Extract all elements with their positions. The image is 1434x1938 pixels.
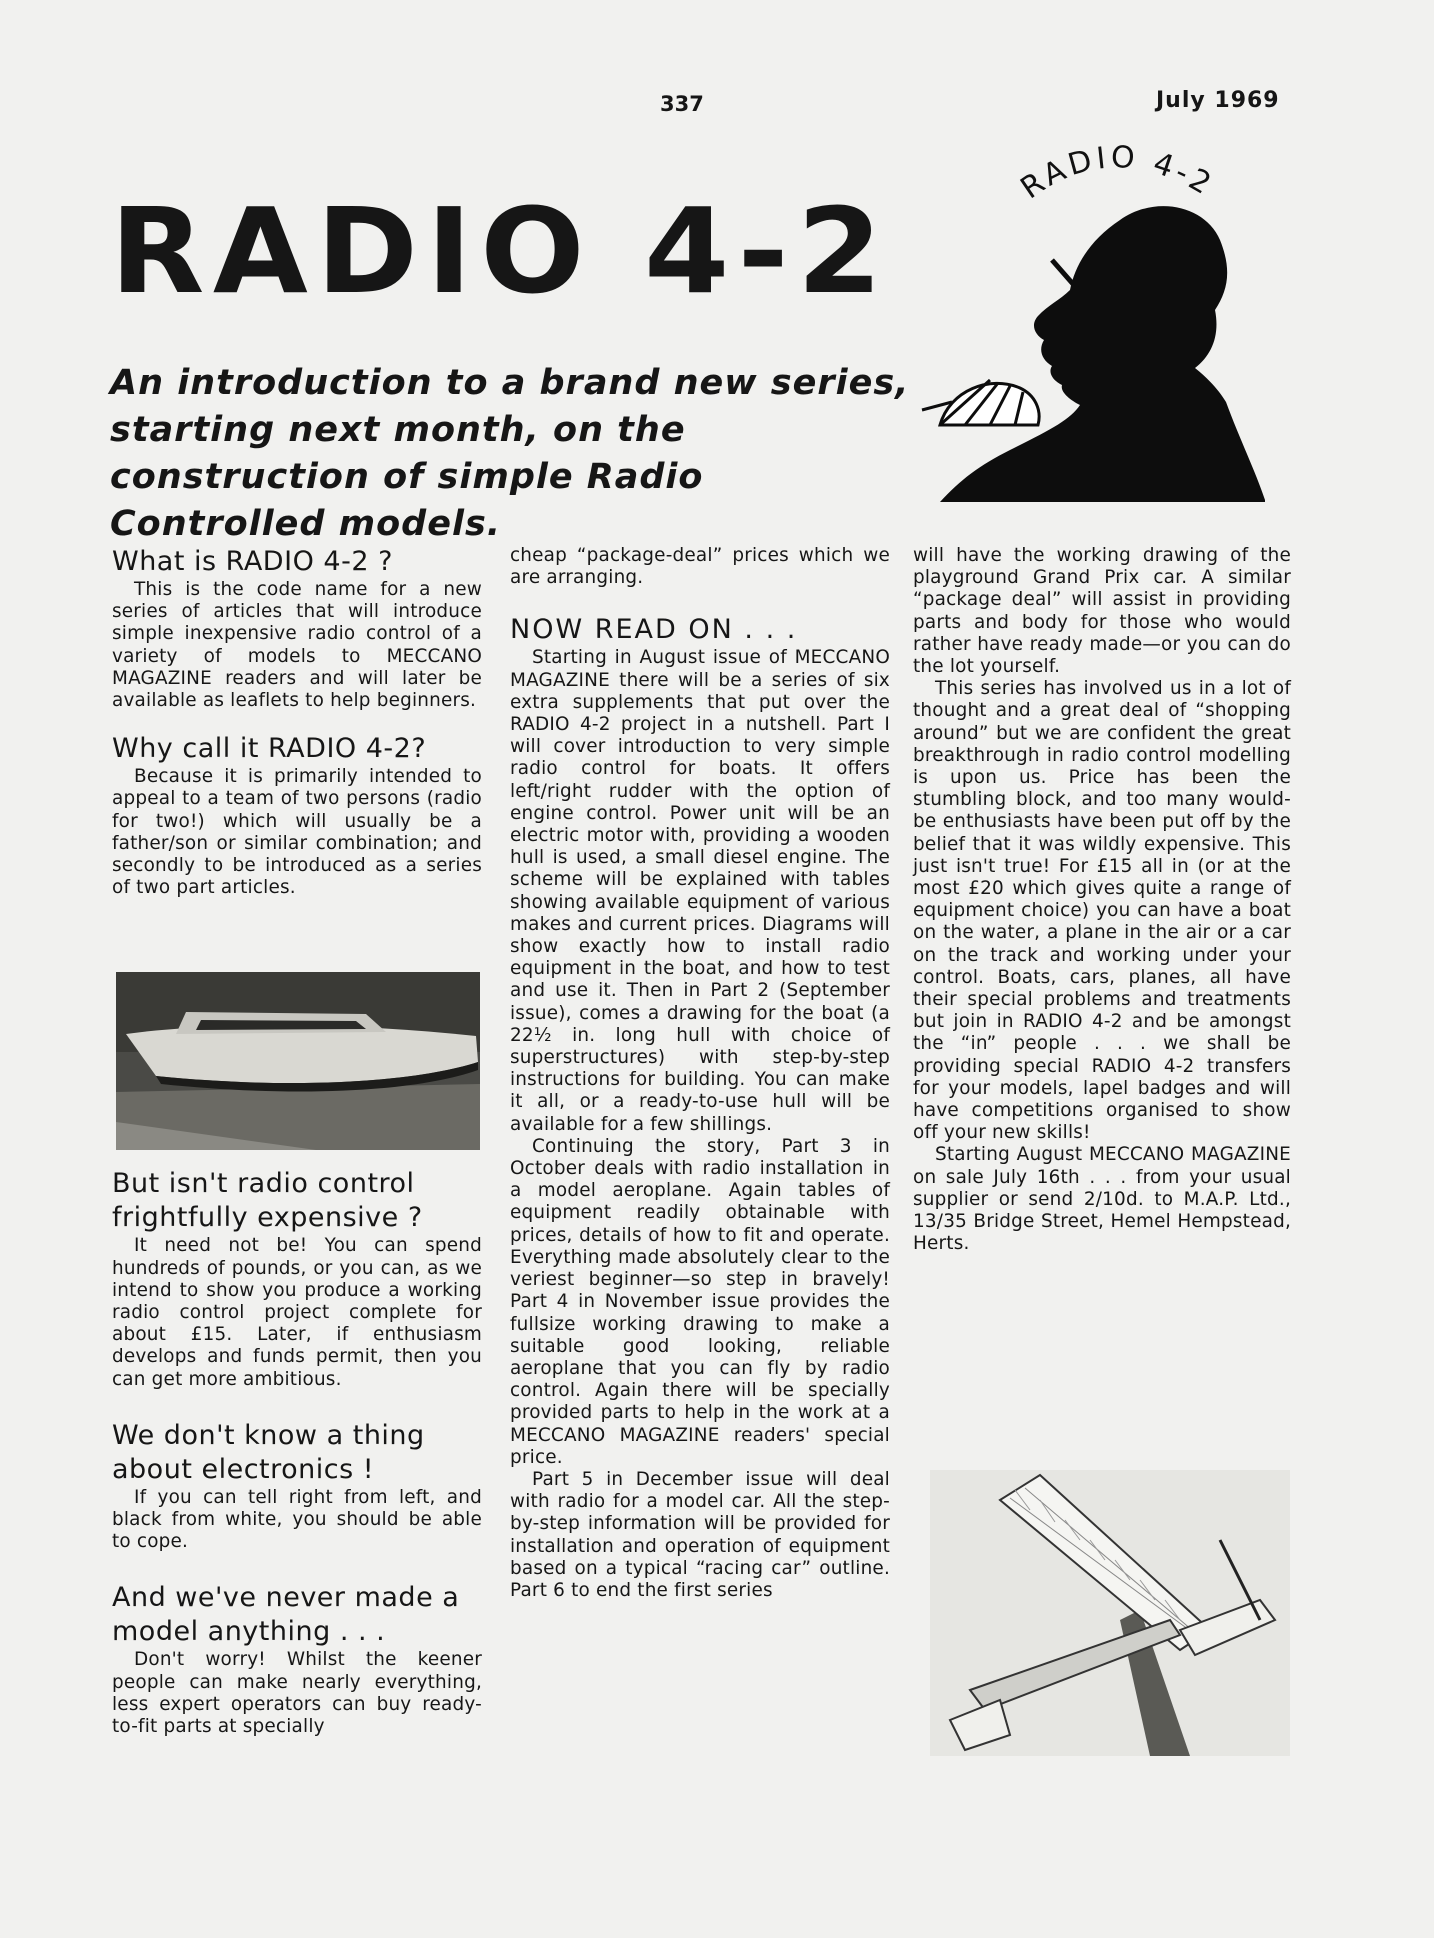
silhouette-logo-icon: [920, 140, 1280, 520]
paragraph: It need not be! You can spend hundreds of pounds, or you can, as we intend to show you produce a working radio control project complete for about £15. Later, if enthusiasm develops and funds permit, then you can get more ambitious.: [112, 1235, 482, 1390]
article-subtitle: An introduction to a brand new series, starting next month, on the construction of simple Radio Controlled models.: [110, 363, 910, 544]
column-3: [913, 545, 1291, 1256]
page-number: 337: [660, 92, 704, 116]
paragraph: cheap “package-deal” prices which we are arranging.: [510, 545, 890, 589]
paragraph: This series has involved us in a lot of thought and a great deal of “shopping around” but we are confident the great breakthrough in radio control modelling is upon us. Price has been the stumbling block, and too many would-be enthusiasts have been put off by the belief that it was wildly expensive. This just isn't true! For £15 all in (or at the most £20 which gives quite a range of equipment choice) you can have a boat on the water, a plane in the air or a car on the track and working under your control. Boats, cars, planes, all have their special problems and treatments but join in RADIO 4-2 and be amongst the “in” people . . . we shall be providing special RADIO 4-2 transfers for your models, lapel badges and will have competitions organised to show off your new skills!: [913, 678, 1291, 1144]
paragraph: will have the working drawing of the playground Grand Prix car. A similar “package deal” will assist in providing parts and body for those who would rather have ready made—or you can do the lot yourself.: [913, 545, 1291, 678]
column-2: [510, 545, 890, 1602]
paragraph: Don't worry! Whilst the keener people can make nearly everything, less expert operators can buy ready-to-fit parts at specially: [112, 1649, 482, 1738]
svg-text:RADIO 4-2: [1015, 140, 1221, 206]
article-title: RADIO 4-2: [110, 182, 891, 320]
heading-expensive: But isn't radio control frightfully expensive ?: [112, 1168, 423, 1234]
heading-never-made: And we've never made a model anything . . .: [112, 1582, 460, 1648]
heading-what-is: What is RADIO 4-2 ?: [112, 546, 393, 577]
paragraph: Starting August MECCANO MAGAZINE on sale July 16th . . . from your usual supplier or send 2/10d. to M.A.P. Ltd., 13/35 Bridge Street, Hemel Hempstead, Herts.: [913, 1144, 1291, 1255]
model-boat-photo: [116, 972, 480, 1150]
paragraph: This is the code name for a new series of articles that will introduce simple inexpensive radio control of a variety of models to MECCANO MAGAZINE readers and will later be available as leaflets to help beginners.: [112, 579, 482, 712]
heading-electronics: We don't know a thing about electronics !: [112, 1419, 425, 1485]
paragraph: If you can tell right from left, and black from white, you should be able to cope.: [112, 1486, 482, 1553]
issue-date: July 1969: [1156, 88, 1280, 113]
paragraph: Starting in August issue of MECCANO MAGAZINE there will be a series of six extra supplements that put over the RADIO 4-2 project in a nutshell. Part I will cover introduction to very simple radio control for boats. It offers left/right rudder with the option of engine control. Power unit will be an electric motor with, providing a wooden hull is used, a small diesel engine. The scheme will be explained with tables showing available equipment of various makes and current prices. Diagrams will show exactly how to install radio equipment in the boat, and how to test and use it. Then in Part 2 (September issue), comes a drawing for the boat (a 22½ in. long hull with choice of superstructures) with step-by-step instructions for building. You can make it all, or a ready-to-use hull will be available for a few shillings.: [510, 647, 890, 1135]
paragraph: Because it is primarily intended to appeal to a team of two persons (radio for two!) which will usually be a father/son or similar combination; and secondly to be introduced as a series of two part articles.: [112, 766, 482, 899]
paragraph: Continuing the story, Part 3 in October deals with radio installation in a model aeroplane. Again tables of equipment readily obtainable with prices, details of how to fit and operate. Everything made absolutely clear to the veriest beginner—so step in bravely! Part 4 in November issue provides the fullsize working drawing to make a suitable good looking, reliable aeroplane that you can fly by radio control. Again there will be specially provided parts to help in the work at a MECCANO MAGAZINE readers' special price.: [510, 1135, 890, 1468]
heading-why-call: Why call it RADIO 4-2?: [112, 733, 427, 765]
logo-text: RADIO 4-2: [1014, 140, 1221, 207]
paragraph: Part 5 in December issue will deal with radio for a model car. All the step-by-step information will be provided for installation and operation of equipment based on a typical “racing car” outline. Part 6 to end the first series: [510, 1468, 890, 1601]
heading-read-on: NOW READ ON . . .: [510, 614, 798, 646]
model-plane-photo: [930, 1470, 1290, 1756]
